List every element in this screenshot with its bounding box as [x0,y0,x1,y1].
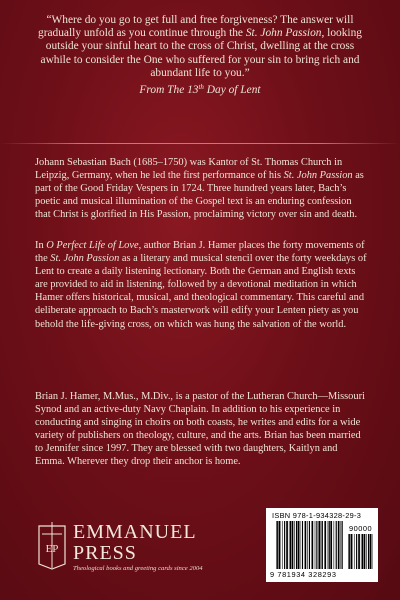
barcode-bar [309,521,310,569]
barcode-bar [307,521,308,569]
publisher-name-line1: EMMANUEL [73,521,197,543]
barcode-bar [290,521,291,569]
barcode-bar [315,521,316,569]
paragraph-run: as part of the Good Friday Vespers in 1724. Three hundred years later, Bach’s poetic and musical illumination of the Gospel text is an enduring confession that Christ is glorified in His Passion, proclaiming victory over sin and death. [35,170,364,221]
barcode-bar [349,534,350,569]
barcode-bar [294,521,295,569]
paragraph-text [35,390,367,469]
barcode-bar [302,521,303,569]
barcode-bar [329,521,330,569]
barcode-bar [316,521,317,569]
quote-text-part: , looking outside your sinful heart to the cross of Christ, dwelling at the cross awhile to consider the One who suffered for your sin to bring rich and abundant life to you.” [40,27,362,79]
publisher-logo [35,520,255,576]
barcode-bar [296,521,297,569]
barcode-bar [330,521,332,569]
barcode-bar [284,521,285,569]
barcode-digits: 9 781934 328293 [270,570,337,579]
paragraph-text [35,239,367,331]
barcode-bar [338,521,340,569]
publisher-name-line2: PRESS [73,542,137,564]
quote-title-italic: St. John Passion [245,27,322,40]
paragraph-book-description [35,239,367,331]
barcode-bar [279,521,281,569]
barcode-bars-main [276,521,344,569]
quote-text [38,14,362,80]
paragraph-bach [35,156,367,221]
paragraph-run: , author Brian J. Hamer places the forty movements of the [35,240,365,265]
publisher-name [73,522,197,564]
paragraph-run: as a literary and musical stencil over the forty weekdays of Lent to create a daily listening lectionary. Both the German and English texts are provided to aid in listening, followed by a devotional meditation in which Hamer offers historical, musical, and theological commentary. This careful and deliberate approach to Bach’s masterwork will edify your Lenten piety as you behold the life-giving cross, on which was hung the salvation of the world. [35,253,367,330]
barcode-bar [342,521,343,569]
italic-title: St. John Passion [283,170,353,182]
barcode-bars-addon [348,534,374,569]
barcode-bar [341,521,342,569]
barcode-bar [276,521,277,569]
barcode-bar [282,521,283,569]
isbn-barcode [266,508,378,582]
price-code: 90000 [349,524,373,533]
emblem-letters: EP [45,543,59,555]
back-cover-quote [38,14,362,97]
barcode-bar [292,521,294,569]
barcode-bar [312,521,314,569]
barcode-bar [289,521,290,569]
italic-title: St. John Passion [50,253,120,265]
barcode-bar [366,534,367,569]
paragraph-run: In [35,240,47,251]
barcode-bar [328,521,329,569]
barcode-bar [321,521,322,569]
paragraph-text [35,156,367,221]
barcode-bar [300,521,301,569]
publisher-emblem-icon [35,520,69,570]
attribution-superscript: th [198,83,204,92]
barcode-bar [322,521,323,569]
attribution-text: Day of Lent [203,84,261,97]
barcode-bar [334,521,335,569]
barcode-bar [372,534,373,569]
paragraph-run: Johann Sebastian Bach (1685–1750) was Kantor of St. Thomas Church in Leipzig, Germany, when he led the first performance of his [35,157,343,182]
divider-rule [0,143,400,144]
quote-attribution [38,84,362,97]
barcode-bar [298,521,300,569]
barcode-bar [351,534,353,569]
barcode-bar [362,534,363,569]
barcode-bar [336,521,337,569]
barcode-bar [361,534,362,569]
attribution-text: From The 13 [139,84,199,97]
barcode-bar [368,534,369,569]
barcode-bar [305,521,307,569]
paragraph-run: Brian J. Hamer, M.Mus., M.Div., is a pastor of the Lutheran Church—Missouri Synod and an active-duty Navy Chaplain. In addition to his experience in conducting and singing in choirs on both coasts, he writes and edits for a wide variety of publishers on theology, culture, and the arts. Brian has been married to Jennifer since 1997. They are blessed with two daughters, Kaitlyn and Emma. Wherever they drop their anchor is home. [35,391,365,468]
italic-title: O Perfect Life of Love [46,240,139,251]
barcode-bar [277,521,278,569]
barcode-bar [356,534,357,569]
barcode-bar [358,534,360,569]
publisher-tagline: Theological books and greeting cards since 2004 [73,565,203,572]
barcode-bar [318,521,320,569]
quote-text-part: “Where do you go to get full and free forgiveness? The answer will gradually unfold as you continue through the [38,14,354,40]
barcode-bar [354,534,355,569]
isbn-text: ISBN 978-1-934328-29-3 [272,511,362,520]
barcode-bar [370,534,372,569]
paragraph-author-bio [35,390,367,469]
barcode-bar [364,534,366,569]
barcode-bar [348,534,349,569]
barcode-bar [286,521,288,569]
barcode-bar [324,521,326,569]
